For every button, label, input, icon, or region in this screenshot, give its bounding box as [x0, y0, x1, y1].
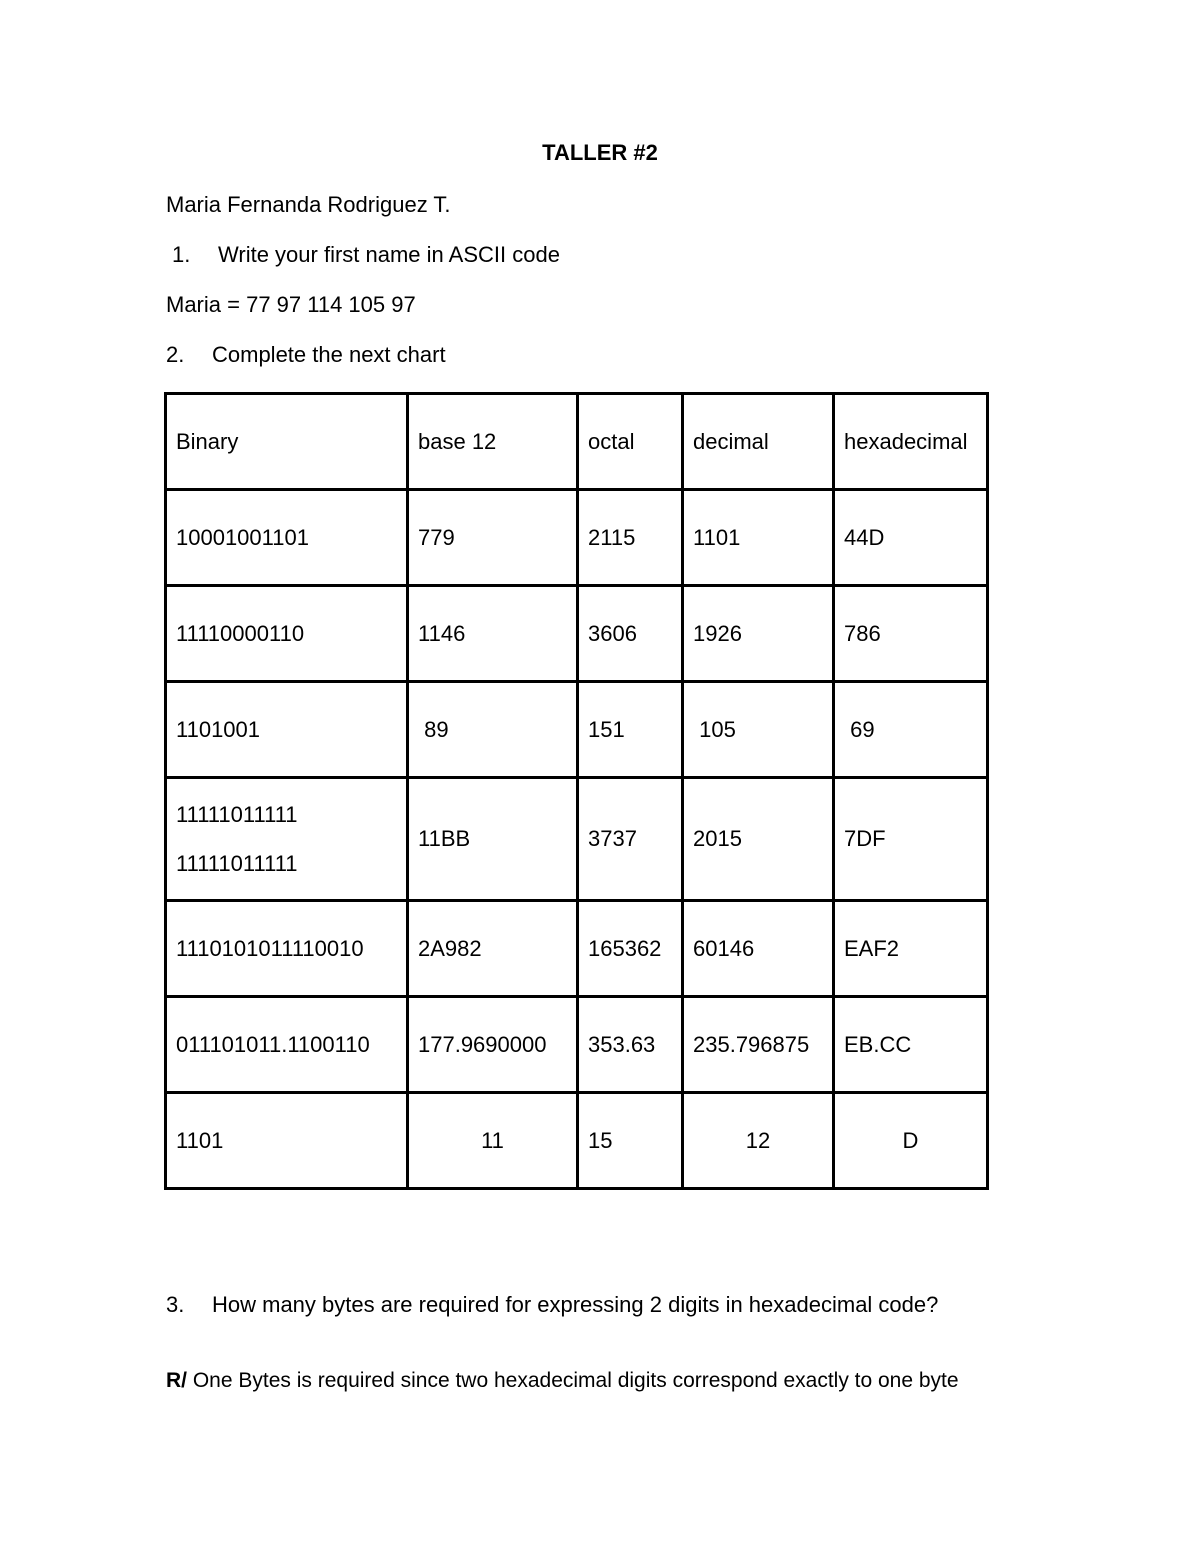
table-row	[166, 901, 988, 997]
header-hexadecimal: hexadecimal	[834, 394, 988, 490]
question-3	[166, 1292, 938, 1318]
cell-decimal: 12	[683, 1093, 834, 1189]
cell-base-12: 11	[408, 1093, 578, 1189]
question-2	[166, 342, 446, 368]
question-2-number: 2.	[166, 342, 185, 367]
cell-binary: 1110101011110010	[166, 901, 408, 997]
cell-binary-line-1: 11111011111	[176, 802, 298, 827]
cell-hexadecimal: 44D	[834, 490, 988, 586]
cell-decimal: 1926	[683, 586, 834, 682]
ascii-answer: Maria = 77 97 114 105 97	[166, 292, 416, 317]
table-row	[166, 1093, 988, 1189]
cell-octal: 2115	[578, 490, 683, 586]
answer-text: One Bytes is required since two hexadecimal digits correspond exactly to one byte	[187, 1369, 959, 1392]
header-octal: octal	[578, 394, 683, 490]
cell-binary: 1101001	[166, 682, 408, 778]
cell-base-12: 1146	[408, 586, 578, 682]
cell-decimal: 60146	[683, 901, 834, 997]
cell-octal: 165362	[578, 901, 683, 997]
table-header-row	[166, 394, 988, 490]
table-row	[166, 490, 988, 586]
header-base-12: base 12	[408, 394, 578, 490]
question-1	[172, 242, 560, 268]
cell-base-12: 89	[408, 682, 578, 778]
question-1-text: Write your first name in ASCII code	[218, 242, 560, 267]
cell-binary: 11110000110	[166, 586, 408, 682]
cell-binary: 10001001101	[166, 490, 408, 586]
question-2-text: Complete the next chart	[212, 342, 446, 367]
cell-base-12: 11BB	[408, 778, 578, 901]
cell-hexadecimal: EAF2	[834, 901, 988, 997]
table-row	[166, 778, 988, 901]
question-3-number: 3.	[166, 1292, 185, 1317]
cell-decimal: 105	[683, 682, 834, 778]
cell-binary	[166, 778, 408, 901]
cell-base-12: 177.9690000	[408, 997, 578, 1093]
question-1-number: 1.	[172, 242, 191, 267]
cell-hexadecimal: EB.CC	[834, 997, 988, 1093]
cell-decimal: 235.796875	[683, 997, 834, 1093]
cell-octal: 151	[578, 682, 683, 778]
question-3-text: How many bytes are required for expressing 2 digits in hexadecimal code?	[212, 1292, 939, 1317]
table-row	[166, 997, 988, 1093]
cell-binary: 1101	[166, 1093, 408, 1189]
cell-base-12: 779	[408, 490, 578, 586]
cell-hexadecimal: D	[834, 1093, 988, 1189]
table-row	[166, 586, 988, 682]
cell-base-12: 2A982	[408, 901, 578, 997]
author-name: Maria Fernanda Rodriguez T.	[166, 192, 451, 217]
cell-octal: 3737	[578, 778, 683, 901]
cell-hexadecimal: 7DF	[834, 778, 988, 901]
cell-octal: 3606	[578, 586, 683, 682]
cell-binary-line-2: 11111011111	[176, 851, 298, 876]
answer-prefix: R/	[166, 1369, 187, 1392]
cell-hexadecimal: 69	[834, 682, 988, 778]
cell-octal: 15	[578, 1093, 683, 1189]
cell-hexadecimal: 786	[834, 586, 988, 682]
question-3-answer	[166, 1369, 959, 1393]
header-decimal: decimal	[683, 394, 834, 490]
cell-decimal: 1101	[683, 490, 834, 586]
cell-binary: 011101011.1100110	[166, 997, 408, 1093]
cell-decimal: 2015	[683, 778, 834, 901]
conversion-table	[164, 392, 989, 1190]
table-row	[166, 682, 988, 778]
cell-octal: 353.63	[578, 997, 683, 1093]
header-binary: Binary	[166, 394, 408, 490]
page-title: TALLER #2	[542, 140, 658, 165]
